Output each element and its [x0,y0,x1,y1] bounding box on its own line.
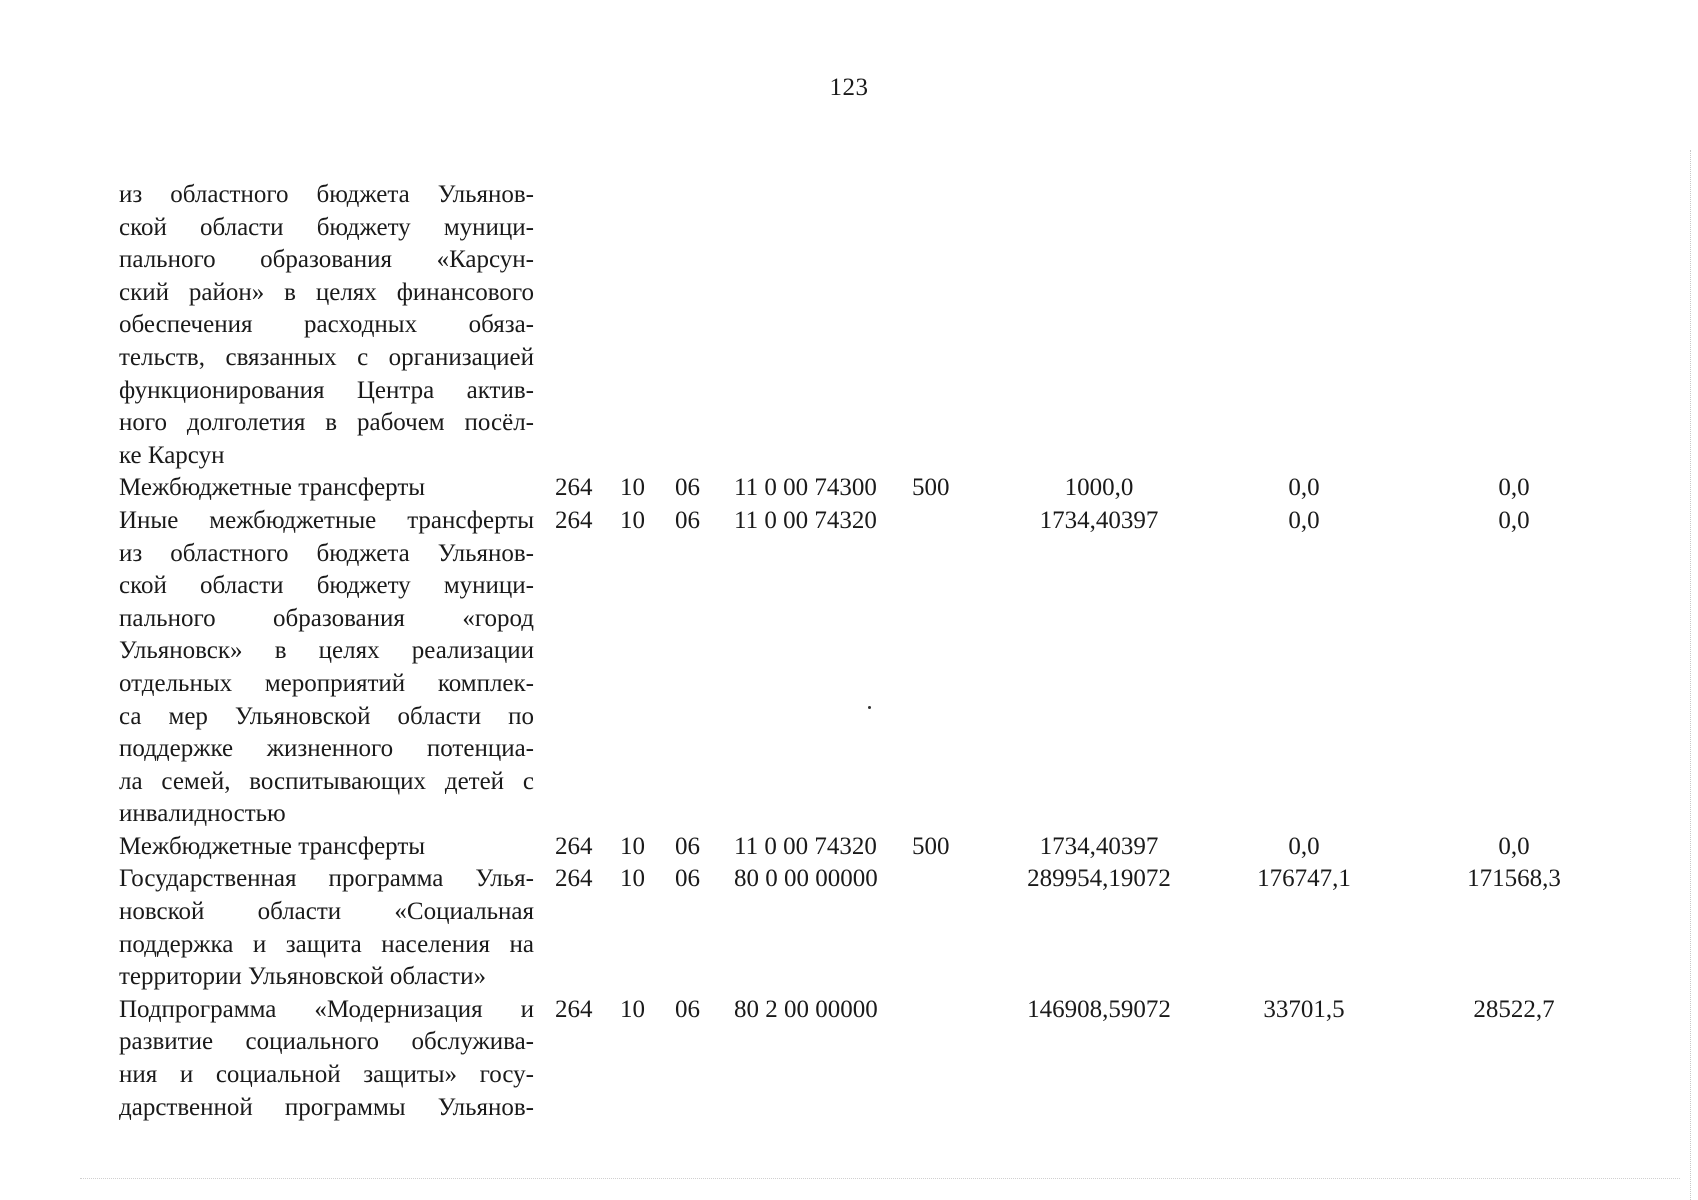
scan-edge-line [1690,150,1692,1200]
row-description [119,472,534,505]
subsection-code: 06 [675,865,700,893]
amount-year-3: 0,0 [1498,474,1530,502]
description-line: Подпрограмма «Модернизация и [119,995,534,1023]
amount-year-1: 1734,40397 [1039,832,1159,860]
row-description [119,505,534,831]
expense-type-code: 500 [912,832,950,860]
expense-type-code: 500 [912,474,950,502]
description-line: Межбюджетные трансферты [119,832,426,860]
description-line: Государственная программа Улья- [119,865,534,893]
description-line: ного долголетия в рабочем посёл- [119,409,534,437]
amount-year-3: 171568,3 [1467,865,1561,893]
description-line: поддержке жизненного потенциа- [119,735,534,763]
ministry-code: 264 [555,865,593,893]
subsection-code: 06 [675,506,700,534]
description-line: ский район» в целях финансового [119,278,534,306]
table-row [119,472,1619,505]
ministry-code: 264 [555,832,593,860]
description-line: дарственной программы Ульянов- [119,1093,534,1121]
row-description [119,831,534,864]
ministry-code: 264 [555,995,593,1023]
table-row [119,179,1619,472]
description-line: ской области бюджету муници- [119,572,534,600]
budget-table [119,179,1619,1124]
amount-year-2: 0,0 [1288,832,1320,860]
scan-speck [868,706,871,709]
description-line: Ульяновск» в целях реализации [119,637,534,665]
amount-year-3: 0,0 [1498,832,1530,860]
amount-year-3: 0,0 [1498,506,1530,534]
amount-year-2: 33701,5 [1263,995,1345,1023]
section-code: 10 [620,832,645,860]
amount-year-2: 176747,1 [1257,865,1351,893]
description-line: отдельных мероприятий комплек- [119,669,534,697]
description-line: обеспечения расходных обяза- [119,311,534,339]
description-line: функционирования Центра актив- [119,376,534,404]
description-line: Межбюджетные трансферты [119,474,426,502]
table-row [119,994,1619,1124]
description-line: ской области бюджету муници- [119,213,534,241]
description-line: из областного бюджета Ульянов- [119,181,534,208]
target-article-code: 11 0 00 74300 [734,474,877,502]
target-article-code: 80 2 00 00000 [734,995,878,1023]
description-line: пального образования «город [119,604,534,632]
target-article-code: 11 0 00 74320 [734,832,877,860]
description-line: ке Карсун [119,441,225,469]
page-number: 123 [829,74,869,101]
amount-year-1: 1734,40397 [1039,506,1159,534]
description-line: ния и социальной защиты» госу- [119,1061,534,1089]
description-line: поддержка и защита населения на [119,930,534,958]
amount-year-3: 28522,7 [1473,995,1555,1023]
description-line: инвалидностью [119,800,286,828]
description-line: ла семей, воспитывающих детей с [119,767,534,795]
amount-year-1: 146908,59072 [1027,995,1171,1023]
amount-year-2: 0,0 [1288,506,1320,534]
target-article-code: 80 0 00 00000 [734,865,878,893]
section-code: 10 [620,995,645,1023]
description-line: развитие социального обслужива- [119,1028,534,1056]
description-line: пального образования «Карсун- [119,246,534,274]
section-code: 10 [620,865,645,893]
description-line: территории Ульяновской области» [119,963,486,991]
row-description [119,863,534,993]
subsection-code: 06 [675,995,700,1023]
scan-bottom-line [80,1178,1680,1180]
row-description [119,179,534,472]
table-row [119,831,1619,864]
description-line: Иные межбюджетные трансферты [119,506,534,534]
description-line: тельств, связанных с организацией [119,343,534,371]
amount-year-1: 289954,19072 [1027,865,1171,893]
description-line: из областного бюджета Ульянов- [119,539,534,567]
description-line: са мер Ульяновской области по [119,702,534,730]
ministry-code: 264 [555,506,593,534]
target-article-code: 11 0 00 74320 [734,506,877,534]
subsection-code: 06 [675,832,700,860]
ministry-code: 264 [555,474,593,502]
table-row [119,505,1619,831]
row-description [119,994,534,1124]
section-code: 10 [620,474,645,502]
subsection-code: 06 [675,474,700,502]
description-line: новской области «Социальная [119,898,534,926]
section-code: 10 [620,506,645,534]
amount-year-2: 0,0 [1288,474,1320,502]
amount-year-1: 1000,0 [1064,474,1134,502]
table-row [119,863,1619,993]
